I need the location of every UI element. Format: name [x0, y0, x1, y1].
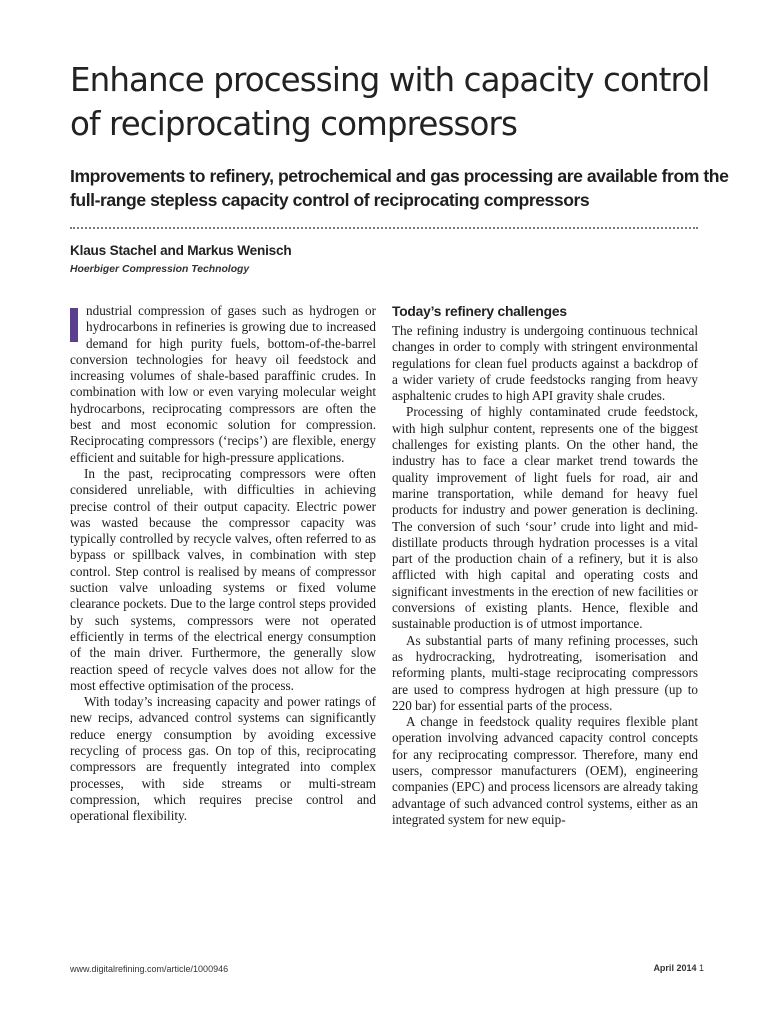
author-affiliation: Hoerbiger Compression Technology — [70, 264, 250, 275]
page-number: 1 — [698, 963, 704, 973]
footer-date: April 2014 — [653, 963, 697, 973]
body-paragraph: A change in feedstock quality requires flexible plant operation involving advanced capacity control concepts for any reciprocating compressor. Therefore, many end users, compressor manufacturers (OEM), engineering companies (EPC) and process licensors are already taking advantage of such advanced control systems, either as an integrated system for new equip- — [392, 714, 698, 827]
dotted-divider — [70, 227, 698, 229]
left-column — [70, 303, 376, 825]
right-column — [392, 303, 698, 828]
drop-cap-bar — [70, 308, 78, 342]
footer-page-info — [653, 963, 704, 973]
intro-paragraph — [70, 303, 376, 466]
article-subtitle: Improvements to refinery, petrochemical and gas processing are available from the full-range stepless capacity control of reciprocating compressors — [70, 166, 729, 210]
body-paragraph: The refining industry is undergoing continuous technical changes in order to comply with stringent environmental regulations for clean fuel products against a backdrop of a wider variety of crude feedstocks ranging from heavy asphaltenic crudes to high API gravity shale crudes. — [392, 323, 698, 404]
intro-paragraph-text: ndustrial compression of gases such as hydrogen or hydrocarbons in refineries is growing due to increased demand for high purity fuels, bottom-of-the-barrel conversion technologies for heavy oil feedstock and increasing volumes of shale-based paraffinic crudes. In combination with low or even varying molecular weight hydrocarbons, reciprocating compressors are often the best and most economic solution for compression. Reciprocating compressors (‘recips’) are flexible, energy efficient and suitable for high-pressure applications. — [70, 303, 376, 465]
body-paragraph: Processing of highly contaminated crude feedstock, with high sulphur content, represents one of the biggest challenges for existing plants. On the other hand, the industry has to face a clear market trend towards the quality improvement of light fuels for road, air and marine transportation, while demand for heavy fuel products for industry and power generation is declining. The conversion of such ‘sour’ crude into light and middistillate products through hydration processes is a vital part of the production chain of a refinery, but it is also afflicted with high capital and operating costs and significant investments in the erection of new facilities or conversions of existing plants. Hence, flexible and sustainable production is of utmost importance. — [392, 404, 698, 632]
body-paragraph: With today’s increasing capacity and power ratings of new recips, advanced control systems can significantly reduce energy consumption by avoiding excessive recycling of process gas. On top of this, reciprocating compressors are frequently integrated into complex processes, with side streams or multi-stream compression, which requires precise control and operational flexibility. — [70, 694, 376, 824]
author-names: Klaus Stachel and Markus Wenisch — [70, 243, 292, 258]
footer-url: www.digitalrefining.com/article/1000946 — [70, 964, 229, 974]
body-paragraph: As substantial parts of many refining processes, such as hydrocracking, hydrotreating, isomerisation and reforming plants, multi-stage reciprocating compressors are used to compress hydrogen at high pressure (up to 220 bar) for essential parts of the process. — [392, 632, 698, 713]
section-heading: Today’s refinery challenges — [392, 304, 567, 319]
article-title: Enhance processing with capacity control of reciprocating compressors — [70, 61, 710, 143]
body-paragraph: In the past, reciprocating compressors were often considered unreliable, with difficulties in achieving precise control of their output capacity. Electric power was wasted because the compressor capacity was typically controlled by recycle valves, often referred to as bypass or spillback valves, in combination with step control. Step control is realised by means of compressor suction valve unloading systems or fixed volume clearance pockets. Due to the large control steps provided by such systems, compressors were not operated efficiently in terms of the electrical energy consumption of the main driver. Furthermore, the generally slow reaction speed of recycle valves does not allow for the most effective optimisation of the process. — [70, 465, 376, 693]
